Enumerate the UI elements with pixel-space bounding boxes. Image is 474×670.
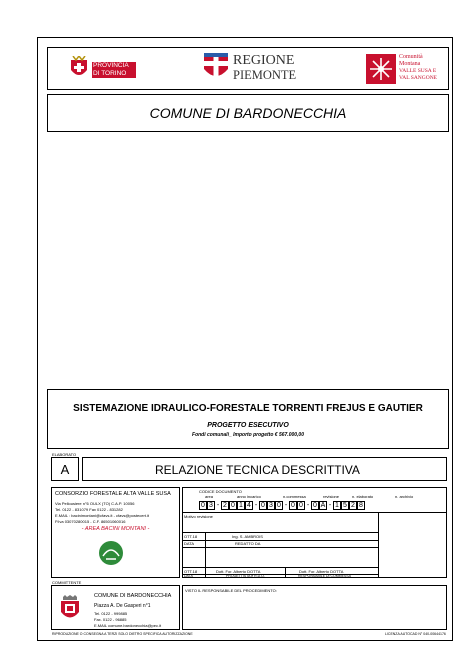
code-dash: - — [306, 502, 310, 509]
code-dash: - — [328, 502, 332, 509]
code-cell: 0 — [311, 501, 319, 510]
torino-line2: DI TORINO — [93, 70, 127, 77]
code-dash: - — [254, 502, 258, 509]
consorzio-email: E.MAIL : bacinimontani@cfavs.it - cfavs@postecert.it — [55, 513, 150, 518]
code-cell: 1 — [333, 501, 341, 510]
codice-h-commessa: n.commessa — [283, 494, 306, 499]
rev-data-label-1: DATA — [184, 541, 195, 546]
torino-line1: PROVINCIA — [93, 62, 129, 69]
comune-title-box — [47, 94, 449, 132]
committente-name: COMUNE DI BARDONECCHIA — [94, 593, 172, 599]
divider — [182, 512, 447, 513]
divider — [182, 567, 378, 568]
code-cell: 3 — [267, 501, 275, 510]
code-dash: - — [216, 502, 220, 509]
codice-h-elaborato: n. elaborato — [352, 494, 374, 499]
piemonte-line2: PIEMONTE — [233, 68, 297, 82]
elaborato-code: A — [60, 462, 70, 477]
divider — [182, 547, 378, 548]
provincia-torino-logo — [68, 56, 136, 84]
rev-row1-name: Ing. S. AMBROIS — [232, 534, 263, 539]
codice-h-archivio: n. archivio — [395, 494, 414, 499]
code-cell: 0 — [297, 501, 305, 510]
footer-right: LICENZA AUTOCAD N° 040-00644176 — [385, 632, 446, 636]
consorzio-address: Via Pellousiere n°6 OULX (TO) C.A.P. 10056 — [55, 501, 135, 506]
montana-line1: Comunità — [399, 54, 423, 60]
visto-label: VISTO IL RESPONSABILE DEL PROCEDIMENTO: — [185, 588, 277, 593]
codice-label: CODICE DOCUMENTO — [199, 489, 242, 494]
code-cell: 0 — [199, 501, 207, 510]
code-cell: 0 — [275, 501, 283, 510]
divider — [205, 532, 206, 578]
piemonte-shield-icon — [203, 53, 229, 81]
elaborato-title-box — [82, 457, 447, 481]
bardonecchia-crest-icon — [59, 595, 81, 623]
code-cell: 0 — [259, 501, 267, 510]
code-cell: 1 — [237, 501, 245, 510]
rev-redatto-label: REDATTO DA — [235, 541, 261, 546]
code-cell: A — [320, 502, 326, 509]
codice-h-anno: anno incarico — [237, 494, 261, 499]
montana-star-icon — [366, 54, 396, 84]
consorzio-box — [51, 487, 180, 578]
codice-cells-row — [199, 501, 365, 510]
footer-left: RIPRODUZIONE O CONSEGNA A TERZI SOLO DIETRO SPECIFICA AUTORIZZAZIONE — [52, 632, 193, 636]
piemonte-line1: REGIONE — [233, 53, 295, 68]
code-cell: 2 — [221, 501, 229, 510]
divider — [182, 532, 378, 533]
rev-row2-responsabile: Dott. For. Alberto DOTTA — [299, 569, 344, 574]
consorzio-phone: Tel. 0122 - 831079 Fax 0122 - 831282 — [55, 507, 123, 512]
elaborato-label: ELABORATO — [52, 452, 77, 457]
comune-title: COMUNE DI BARDONECCHIA — [149, 105, 347, 121]
elaborato-title: RELAZIONE TECNICA DESCRITTIVA — [155, 463, 360, 477]
consorzio-name: CONSORZIO FORESTALE ALTA VALLE SUSA — [55, 491, 171, 497]
code-dash: - — [284, 502, 288, 509]
montana-line2: Montana — [399, 61, 421, 67]
committente-fax: Fax. 0122 - 96885 — [94, 617, 127, 622]
project-title: SISTEMAZIONE IDRAULICO-FORESTALE TORRENTI FREJUS E GAUTIER — [73, 403, 423, 414]
committente-address: Piazza A. De Gasperi n°1 — [94, 603, 151, 609]
motivo-label: Motivo revisione — [184, 514, 213, 519]
consorzio-piva: P.Iva 03070280015 - C.F. 86501060016 — [55, 519, 126, 524]
code-cell: 8 — [357, 501, 365, 510]
committente-email: E.MAIL comune.bardonecchia@pec.it — [94, 623, 162, 628]
consorzio-logo-icon — [98, 540, 124, 566]
code-cell: 4 — [245, 501, 253, 510]
committente-box — [51, 585, 180, 630]
rev-progettista-label: PROGETTISTA e R.D.O. — [226, 574, 265, 578]
committente-tel: Tel. 0122 - 999885 — [94, 611, 128, 616]
consorzio-area: - AREA BACINI MONTANI - — [81, 526, 150, 532]
rev-responsabile-label: RESPONSABILE DI COMMESSA — [298, 574, 351, 578]
divider — [285, 567, 286, 578]
visto-box — [182, 585, 447, 630]
comunita-montana-logo — [366, 54, 448, 86]
project-phase: PROGETTO ESECUTIVO — [207, 422, 289, 429]
project-box — [47, 389, 449, 449]
regione-piemonte-logo — [203, 53, 303, 87]
code-cell: 5 — [341, 501, 349, 510]
montana-line3: VALLE SUSA E — [399, 68, 437, 74]
divider — [378, 512, 379, 578]
rev-row2-progettista: Dott. For. Alberto DOTTA — [216, 569, 261, 574]
montana-line4: VAL SANGONE — [399, 75, 438, 81]
torino-crest-icon — [68, 56, 90, 82]
elaborato-code-box — [51, 457, 79, 481]
rev-data-label-2: DATA — [184, 574, 193, 578]
rev-row2-date: OTT.18 — [184, 569, 198, 574]
code-cell: 2 — [349, 501, 357, 510]
logos-band — [47, 47, 449, 90]
rev-row1-date: OTT.18 — [184, 534, 198, 539]
codice-h-revisione: revisione — [323, 494, 340, 499]
code-cell: 3 — [207, 501, 215, 510]
code-cell: 0 — [229, 501, 237, 510]
committente-label: COMMITTENTE — [52, 580, 82, 585]
divider — [182, 540, 378, 541]
codice-h-area: area — [205, 494, 214, 499]
code-cell: 0 — [289, 501, 297, 510]
project-amount: Fondi comunali_ Importo progetto € 567.000,00 — [192, 432, 304, 438]
